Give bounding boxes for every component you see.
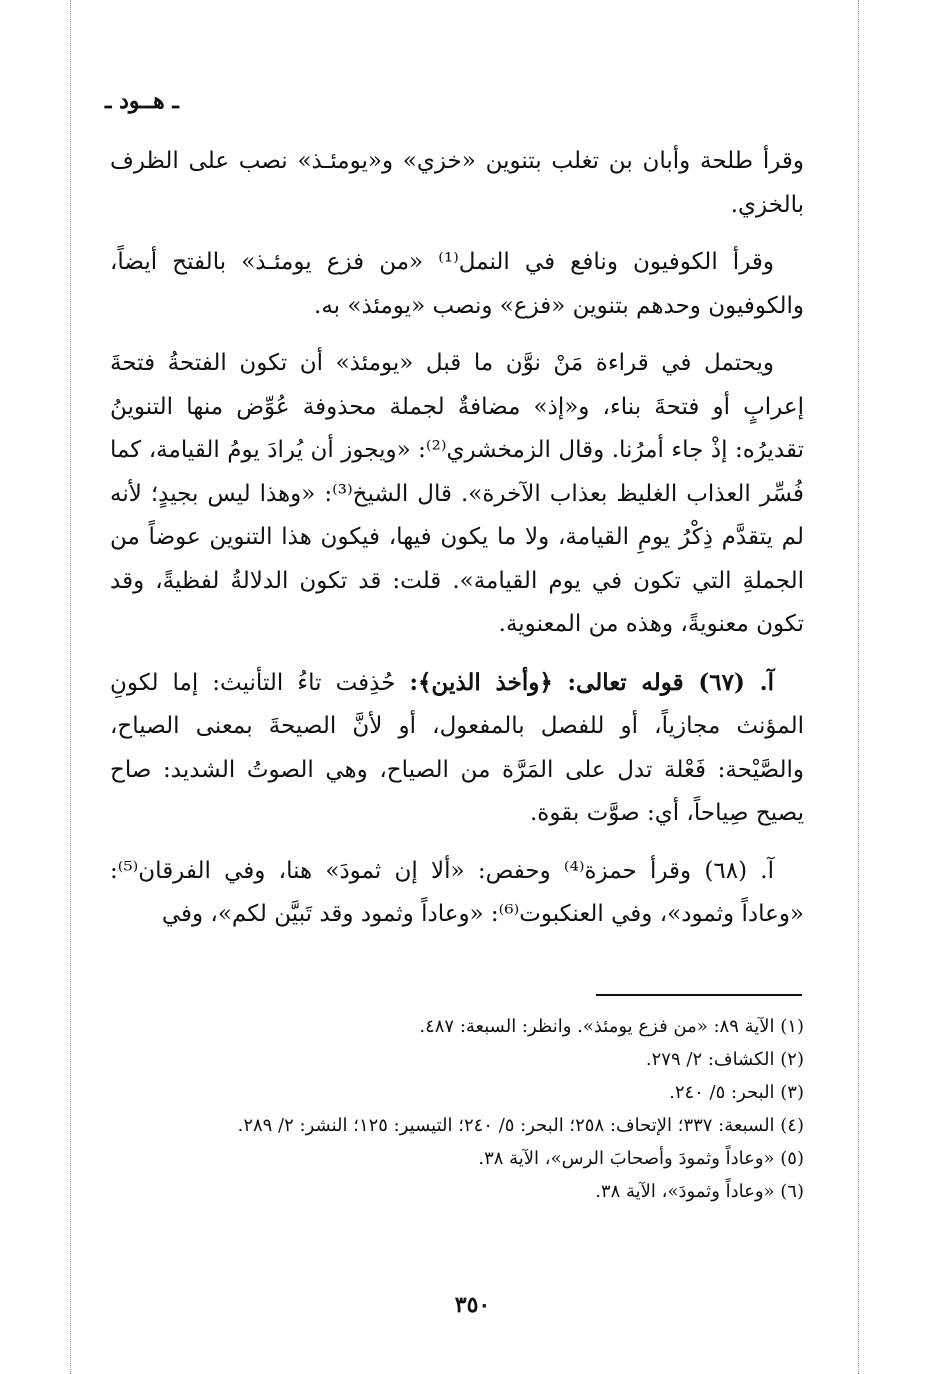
verse-67-body: حُذِفت تاءُ التأنيث: إما لكونِ المؤنث مجازياً، أو للفصل بالمفعول، أو لأنَّ الصيحةَ بمعنى الصياح، والصَّيْحة: فَعْلة تدل على المَرَّة من الصياح، وهي الصوتُ الشديد: صاح يصيح صِياحاً، أي: صوَّت بقوة. xyxy=(110,669,804,826)
verse-68-paragraph: آ. (٦٨) وقرأ حمزة⁽⁴⁾ وحفص: «ألا إن ثمودَ» هنا، وفي الفرقان⁽⁵⁾: «وعاداً وثمود»، وفي العنكبوت⁽⁶⁾: «وعاداً وثمود وقد تَبيَّن لكم»، وفي xyxy=(110,857,804,927)
footnote: (٢) الكشاف: ٢/ ٢٧٩. xyxy=(645,1049,804,1070)
paragraph: ويحتمل في قراءة مَنْ نوَّن ما قبل «يومئذ» أن تكون الفتحةُ فتحةَ إعرابٍ أو فتحةَ بناء، و«إذ» مضافةٌ لجملة محذوفة عُوِّض منها التنوينُ تقديرُه: إذْ جاء أمرُنا. وقال الزمخشري⁽²⁾: «ويجوز أن يُرادَ يومُ القيامة، كما فُسِّر العذاب الغليظ بعذاب الآخرة». قال الشيخ⁽³⁾: «وهذا ليس بجيدٍ؛ لأنه لم يتقدَّم ذِكْرُ يومِ القيامة، ولا ما يكون فيها، فيكون هذا التنوين عوضاً من الجملةِ التي تكون في يوم القيامة». قلت: قد تكون الدلالةُ لفظيةً، وقد تكون معنويةً، وهذه من المعنوية. xyxy=(110,350,804,637)
paragraph: وقرأ طلحة وأبان بن تغلب بتنوين «خزي» و«يومئـذ» نصب على الظرف بالخزي. xyxy=(110,148,804,218)
paragraph: وقرأ الكوفيون ونافع في النمل⁽¹⁾ «من فزع يومئـذ» بالفتح أيضاً، والكوفيون وحدهم بتنوين «فزع» ونصب «يومئذ» به. xyxy=(110,249,804,319)
footnote: (٤) السبعة: ٣٣٧؛ الإتحاف: ٢٥٨؛ البحر: ٥/ ٢٤٠؛ التيسير: ١٢٥؛ النشر: ٢/ ٢٨٩. xyxy=(237,1115,804,1136)
footnote-separator xyxy=(596,994,802,996)
page-number: ٣٥٠ xyxy=(454,1292,491,1318)
footnote: (١) الآية ٨٩: «من فزع يومئذ». وانظر: السبعة: ٤٨٧. xyxy=(419,1016,804,1037)
footnotes xyxy=(110,1010,804,1208)
footnote: (٥) «وعاداً وثمودَ وأصحابَ الرس»، الآية ٣٨. xyxy=(478,1148,804,1169)
footnote: (٣) البحر: ٥/ ٢٤٠. xyxy=(669,1082,804,1103)
scan-edge-left xyxy=(70,0,71,1374)
main-text xyxy=(110,140,804,951)
running-header: ـ هــود ـ xyxy=(105,88,179,114)
scan-edge-right xyxy=(858,0,859,1374)
verse-67-heading: آ. (٦٧) قوله تعالى: ﴿وأخذ الذين﴾: xyxy=(409,668,774,696)
verse-67-paragraph xyxy=(110,661,804,836)
footnote: (٦) «وعاداً وثمودَ»، الآية ٣٨. xyxy=(595,1181,804,1202)
